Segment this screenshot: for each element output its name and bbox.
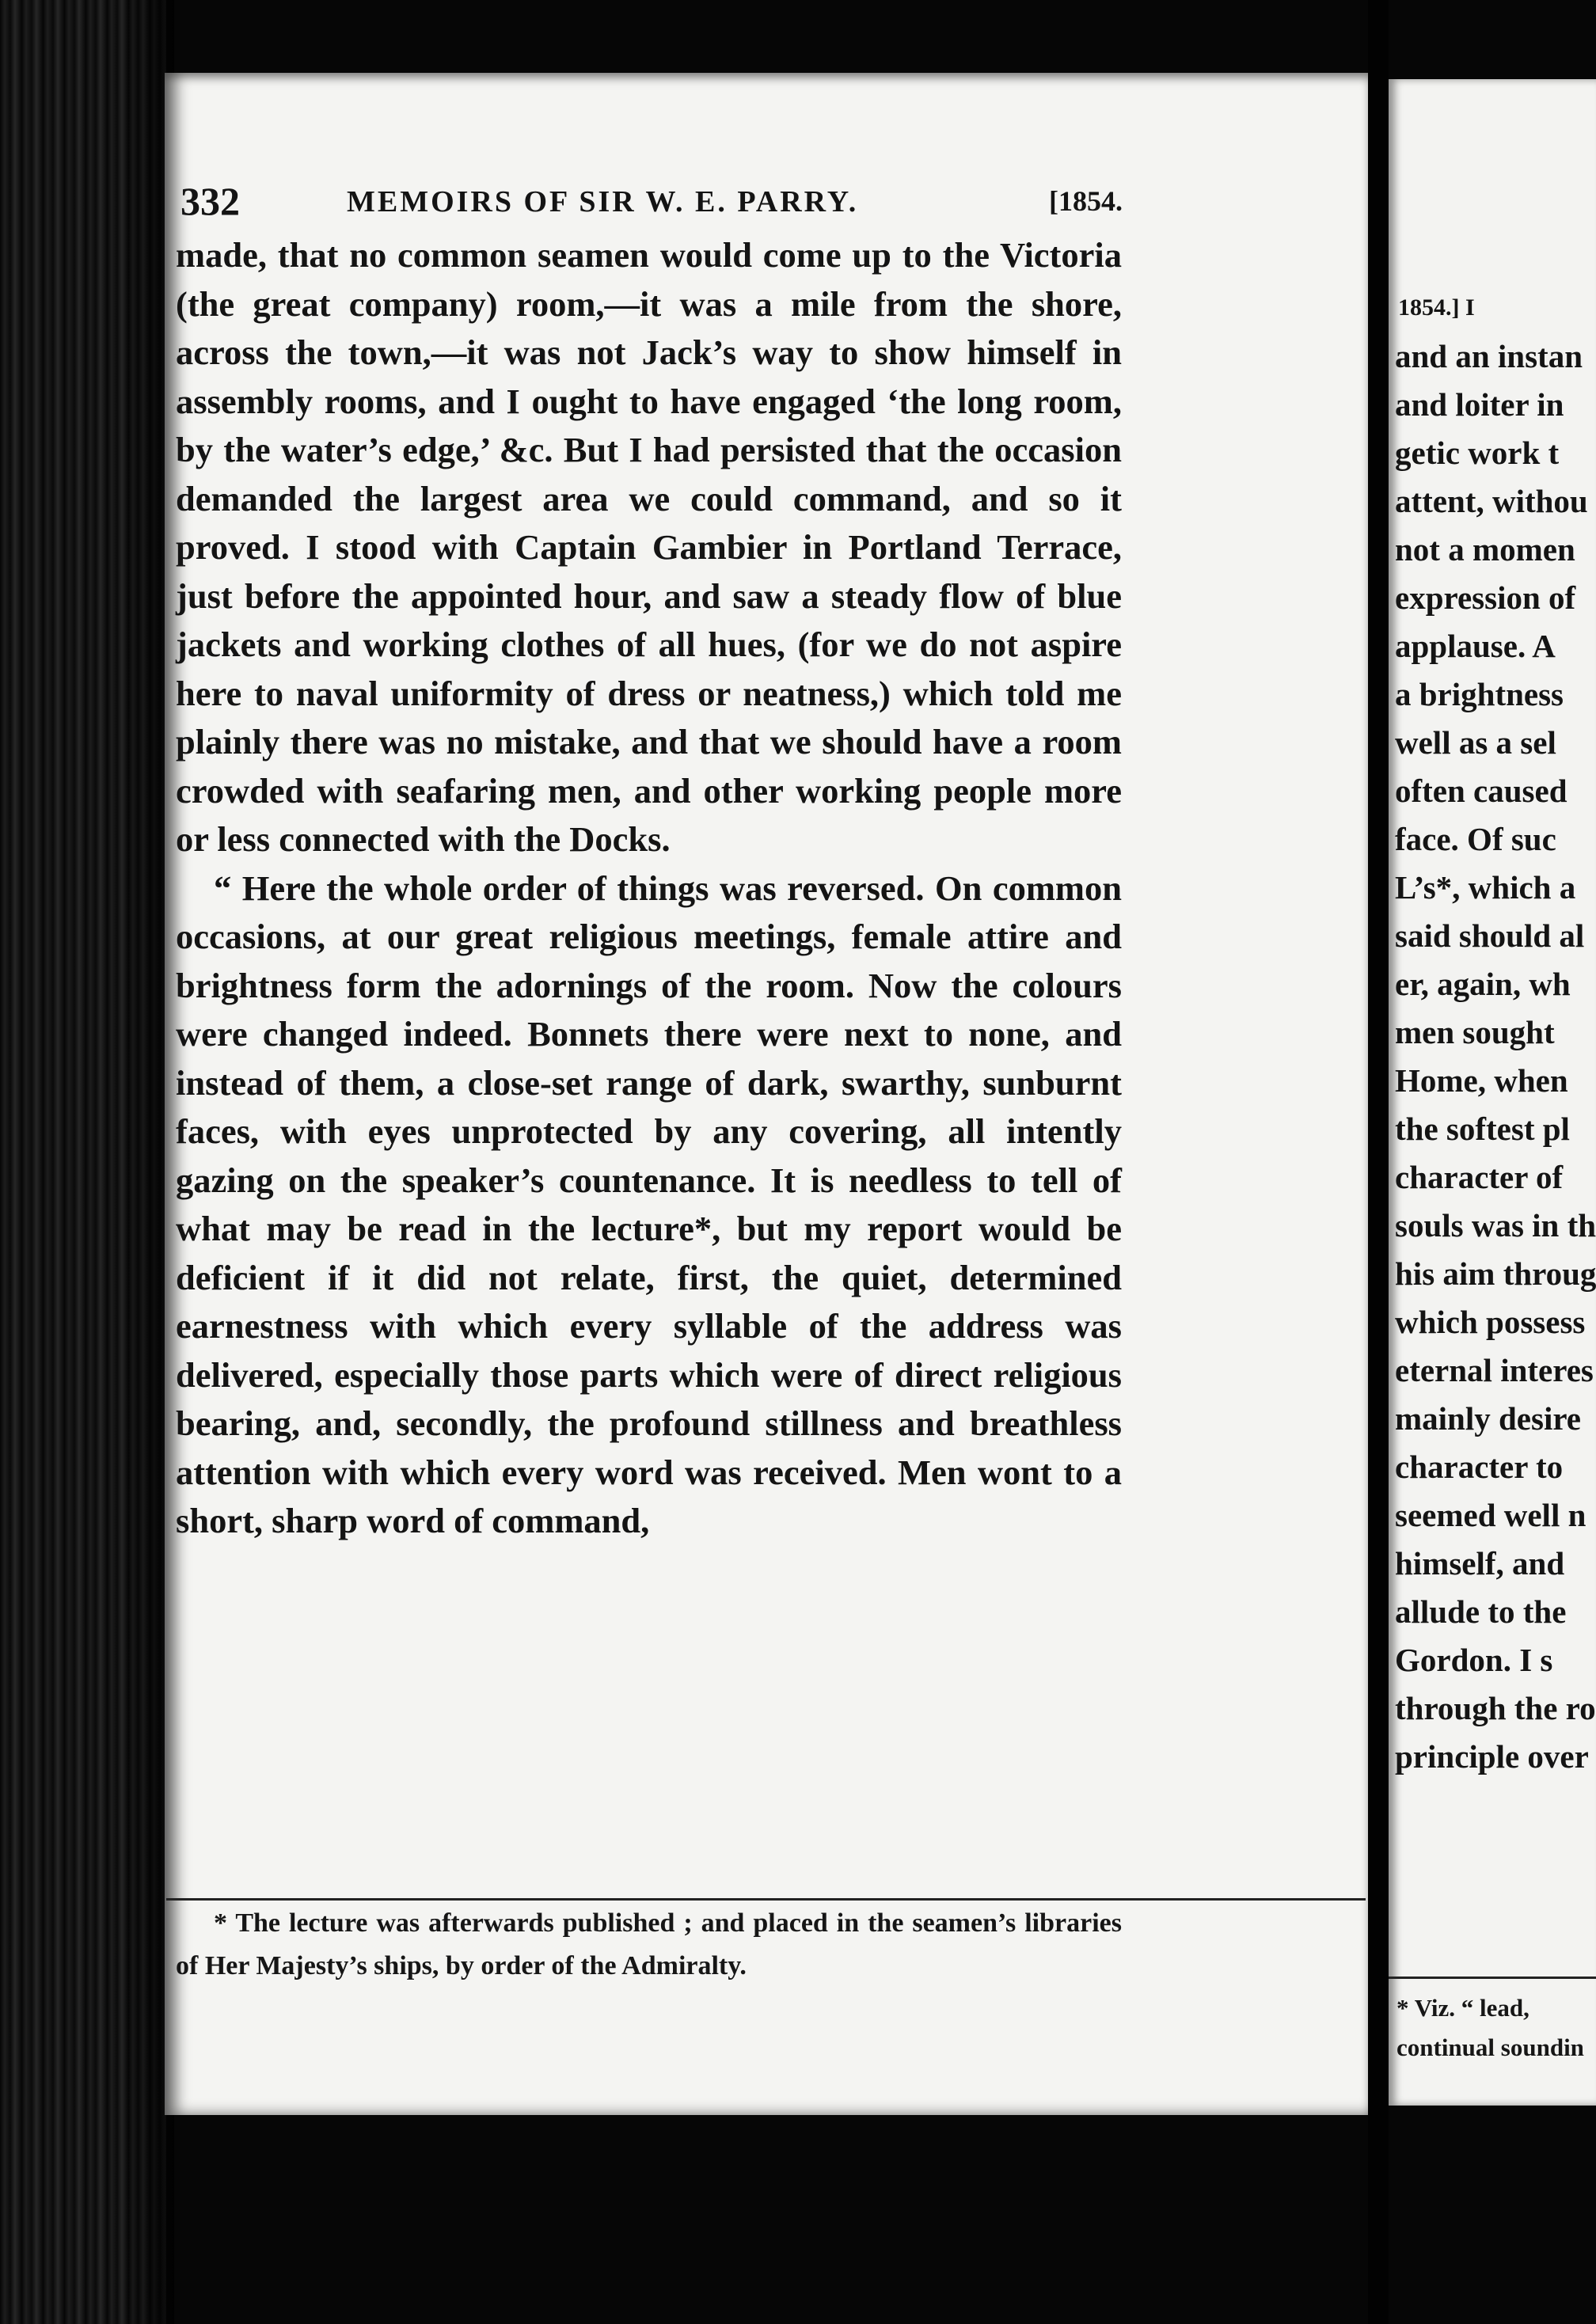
text-line: principle over — [1395, 1738, 1589, 1775]
right-page-footnote — [1396, 1988, 1584, 2068]
page-number: 332 — [180, 179, 240, 223]
running-year: [1854. — [1049, 185, 1123, 217]
right-page — [1389, 79, 1596, 2106]
text-line: applause. A — [1395, 628, 1556, 664]
text-line: allude to the — [1395, 1593, 1567, 1630]
text-line: expression of — [1395, 579, 1576, 616]
paragraph: made, that no common seamen would come up to the Victoria (the great company) room,—it was a mile from the shore, across the town,—it was not Jack’s way to show himself in assembly rooms, and I ought to have engaged ‘the long room, by the water’s edge,’ &c. But I had persisted that the occasion demanded the largest area we could command, and so it proved. I stood with Captain Gambier in Portland Terrace, just before the appointed hour, and saw a steady flow of blue jackets and working clothes of all hues, (for we do not aspire here to naval uniformity of dress or neatness,) which told me plainly there was no mistake, and that we should have a room crowded with seafaring men, and other working people more or less connected with the Docks. — [176, 235, 1122, 859]
text-line: said should al — [1395, 917, 1585, 954]
footnote-line: continual soundin — [1396, 2034, 1584, 2061]
text-line: face. Of suc — [1395, 821, 1556, 857]
text-line: souls was in th — [1395, 1207, 1596, 1244]
text-line: a brightness — [1395, 676, 1564, 712]
text-line: not a momen — [1395, 531, 1575, 568]
text-line: himself, and — [1395, 1545, 1565, 1582]
text-line: Home, when — [1395, 1062, 1568, 1099]
body-text — [176, 231, 1122, 1546]
page-gutter — [1368, 0, 1389, 2324]
text-line: the softest pl — [1395, 1111, 1570, 1147]
text-line: Gordon. I s — [1395, 1642, 1553, 1678]
right-page-header: 1854.] I — [1398, 294, 1475, 321]
text-line: through the ro — [1395, 1690, 1596, 1726]
text-line: often caused — [1395, 773, 1568, 809]
text-line: character to — [1395, 1449, 1564, 1485]
right-footnote-divider — [1389, 1977, 1596, 1979]
text-line: L’s*, which a — [1395, 869, 1576, 906]
text-line: men sought — [1395, 1014, 1555, 1050]
footnote-divider — [166, 1898, 1366, 1901]
text-line: his aim throug — [1395, 1255, 1596, 1292]
text-line: getic work t — [1395, 435, 1560, 471]
text-line: and an instan — [1395, 338, 1583, 374]
paragraph: “ Here the whole order of things was reversed. On common occasions, at our great religious meetings, female attire and brightness form the adornings of the room. Now the colours were changed indeed. Bonnets there were next to none, and instead of them, a close-set range of dark, swarthy, sunburnt faces, with eyes unprotected by any covering, all intently gazing on the speaker’s countenance. It is needless to tell of what may be read in the lecture*, but my report would be deficient if it did not relate, first, the quiet, determined earnestness with which every syllable of the address was delivered, especially those parts which were of direct religious bearing, and, secondly, the profound stillness and breathless attention with which every word was received. Men wont to a short, sharp word of command, — [176, 868, 1122, 1540]
text-line: seemed well n — [1395, 1497, 1586, 1533]
running-title: MEMOIRS OF SIR W. E. PARRY. — [347, 185, 859, 218]
text-line: eternal interes — [1395, 1352, 1594, 1388]
text-line: mainly desire — [1395, 1400, 1581, 1437]
text-line: and loiter in — [1395, 386, 1564, 423]
footnote: * The lecture was afterwards published ; and placed in the seamen’s libraries of Her Majesty’s ships, by order of the Admiralty. — [176, 1908, 1122, 1980]
text-line: which possess — [1395, 1304, 1586, 1340]
text-line: character of — [1395, 1159, 1564, 1195]
page-header — [180, 178, 1123, 226]
text-line: well as a sel — [1395, 724, 1556, 761]
right-page-text — [1395, 332, 1596, 1781]
text-line: er, again, wh — [1395, 966, 1571, 1002]
text-line: attent, withou — [1395, 483, 1588, 519]
footnote-line: * Viz. “ lead, — [1396, 1994, 1530, 2022]
